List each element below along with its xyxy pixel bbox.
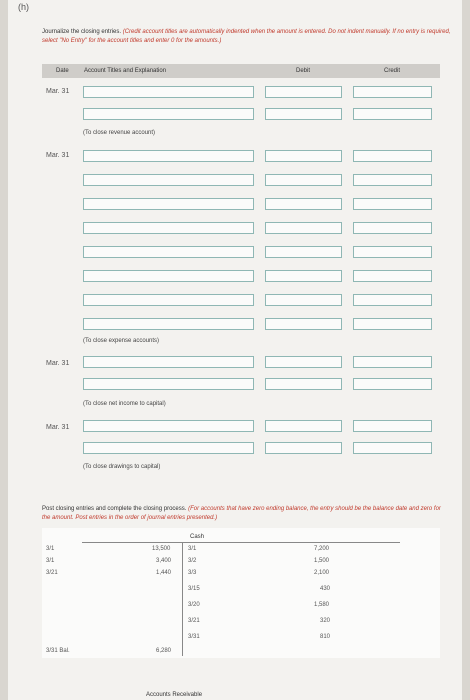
entry-3-row-2-account-field[interactable] (83, 378, 254, 390)
entry-1-note: (To close revenue account) (83, 130, 156, 136)
entry-3-row-1-account-field[interactable] (83, 356, 254, 368)
cash-credit-amount-2: 1,500 (314, 558, 330, 564)
entry-2-row-6-account-field[interactable] (83, 270, 254, 282)
entry-4-note: (To close drawings to capital) (83, 464, 161, 470)
entry-3-row-1-debit-field[interactable] (265, 356, 342, 368)
entry-2-row-3-debit-field[interactable] (265, 198, 342, 210)
journal-table-header (42, 64, 440, 78)
cash-debit-date-3: 3/21 (46, 570, 58, 576)
entry-2-row-3-account-field[interactable] (83, 198, 254, 210)
entry-2-row-4-credit-field[interactable] (353, 222, 432, 234)
entry-2-row-1-credit-field[interactable] (353, 150, 432, 162)
cash-balance-amount: 6,280 (156, 648, 172, 654)
cash-debit-date-2: 3/1 (46, 558, 55, 564)
entry-2-row-6-debit-field[interactable] (265, 270, 342, 282)
entry-2-row-4-debit-field[interactable] (265, 222, 342, 234)
entry-4-row-2-credit-field[interactable] (353, 442, 432, 454)
cash-debit-amount-2: 3,400 (156, 558, 172, 564)
entry-2-note: (To close expense accounts) (83, 338, 160, 344)
cash-credit-amount-7: 810 (320, 634, 331, 640)
journal-instructions: Journalize the closing entries. (Credit account titles are automatically indented when the amount is entered. Do not indent manually. If no entry is required, select "No Entry" for the account titles and enter 0 for the amounts.) (42, 29, 451, 44)
entry-4-row-1-debit-field[interactable] (265, 420, 342, 432)
entry-4-date: Mar. 31 (46, 424, 70, 431)
cash-debit-amount-3: 1,440 (156, 570, 172, 576)
entry-3-row-2-credit-field[interactable] (353, 378, 432, 390)
entry-2-row-1-debit-field[interactable] (265, 150, 342, 162)
posting-instructions-note: (For accounts that have zero ending balance, the entry should be the balance date and zero for the amount. Post entries in the order of journal entries presented.) (42, 506, 441, 521)
header-credit: Credit (384, 68, 401, 74)
entry-2-row-7-credit-field[interactable] (353, 294, 432, 306)
entry-1-date: Mar. 31 (46, 88, 70, 95)
cash-credit-amount-1: 7,200 (314, 546, 330, 552)
cash-credit-amount-6: 320 (320, 618, 331, 624)
entry-4-row-2-debit-field[interactable] (265, 442, 342, 454)
entry-2-row-8-account-field[interactable] (83, 318, 254, 330)
cash-credit-date-5: 3/20 (188, 602, 200, 608)
entry-2-row-2-account-field[interactable] (83, 174, 254, 186)
cash-t-account (42, 528, 440, 658)
entry-1-row-1-credit-field[interactable] (353, 86, 432, 98)
entry-4-row-1-credit-field[interactable] (353, 420, 432, 432)
entry-1-row-2-credit-field[interactable] (353, 108, 432, 120)
entry-1-row-1-debit-field[interactable] (265, 86, 342, 98)
entry-2-row-5-account-field[interactable] (83, 246, 254, 258)
entry-2-row-3-credit-field[interactable] (353, 198, 432, 210)
header-account: Account Titles and Explanation (84, 68, 167, 74)
entry-2-date: Mar. 31 (46, 152, 70, 159)
entry-2-row-2-credit-field[interactable] (353, 174, 432, 186)
entry-2-row-8-credit-field[interactable] (353, 318, 432, 330)
t-account-center-rule (182, 543, 183, 656)
worksheet-page (8, 0, 462, 700)
entry-2-row-2-debit-field[interactable] (265, 174, 342, 186)
entry-2-row-6-credit-field[interactable] (353, 270, 432, 282)
entry-2-row-1-account-field[interactable] (83, 150, 254, 162)
cash-credit-date-2: 3/2 (188, 558, 197, 564)
entry-3-row-2-debit-field[interactable] (265, 378, 342, 390)
entry-1-row-2-debit-field[interactable] (265, 108, 342, 120)
header-debit: Debit (296, 68, 311, 74)
entry-3-row-1-credit-field[interactable] (353, 356, 432, 368)
entry-4-row-2-account-field[interactable] (83, 442, 254, 454)
entry-2-row-7-account-field[interactable] (83, 294, 254, 306)
journal-instructions-note: (Credit account titles are automatically indented when the amount is entered. Do not indent manually. If no entry is required, select "No Entry" for the account titles and enter 0 for the amounts.) (42, 29, 451, 44)
entry-3-note: (To close net income to capital) (83, 401, 166, 407)
cash-credit-amount-4: 430 (320, 586, 331, 592)
entry-2-row-8-debit-field[interactable] (265, 318, 342, 330)
cash-credit-date-3: 3/3 (188, 570, 197, 576)
cash-credit-date-4: 3/15 (188, 586, 200, 592)
entry-2-row-5-debit-field[interactable] (265, 246, 342, 258)
part-label: (h) (18, 2, 29, 12)
cash-credit-date-7: 3/31 (188, 634, 200, 640)
entry-2-row-4-account-field[interactable] (83, 222, 254, 234)
cash-credit-amount-3: 2,100 (314, 570, 330, 576)
cash-credit-amount-5: 1,580 (314, 602, 330, 608)
cash-account-title: Cash (190, 534, 205, 540)
entry-1-row-1-account-field[interactable] (83, 86, 254, 98)
entry-1-row-2-account-field[interactable] (83, 108, 254, 120)
entry-3-date: Mar. 31 (46, 360, 70, 367)
entry-2-row-7-debit-field[interactable] (265, 294, 342, 306)
cash-credit-date-1: 3/1 (188, 546, 197, 552)
cash-debit-amount-1: 13,500 (152, 546, 171, 552)
entry-2-row-5-credit-field[interactable] (353, 246, 432, 258)
cash-credit-date-6: 3/21 (188, 618, 200, 624)
entry-4-row-1-account-field[interactable] (83, 420, 254, 432)
cash-debit-date-1: 3/1 (46, 546, 55, 552)
header-date: Date (56, 68, 69, 74)
cash-balance-date: 3/31 Bal. (46, 648, 70, 654)
accounts-receivable-title: Accounts Receivable (146, 692, 203, 698)
posting-instructions: Post closing entries and complete the closing process. (For accounts that have zero ending balance, the entry should be the balance date and zero for the amount. Post entries in the order of journal entries presented.) (42, 506, 441, 521)
t-account-top-rule (82, 542, 400, 543)
